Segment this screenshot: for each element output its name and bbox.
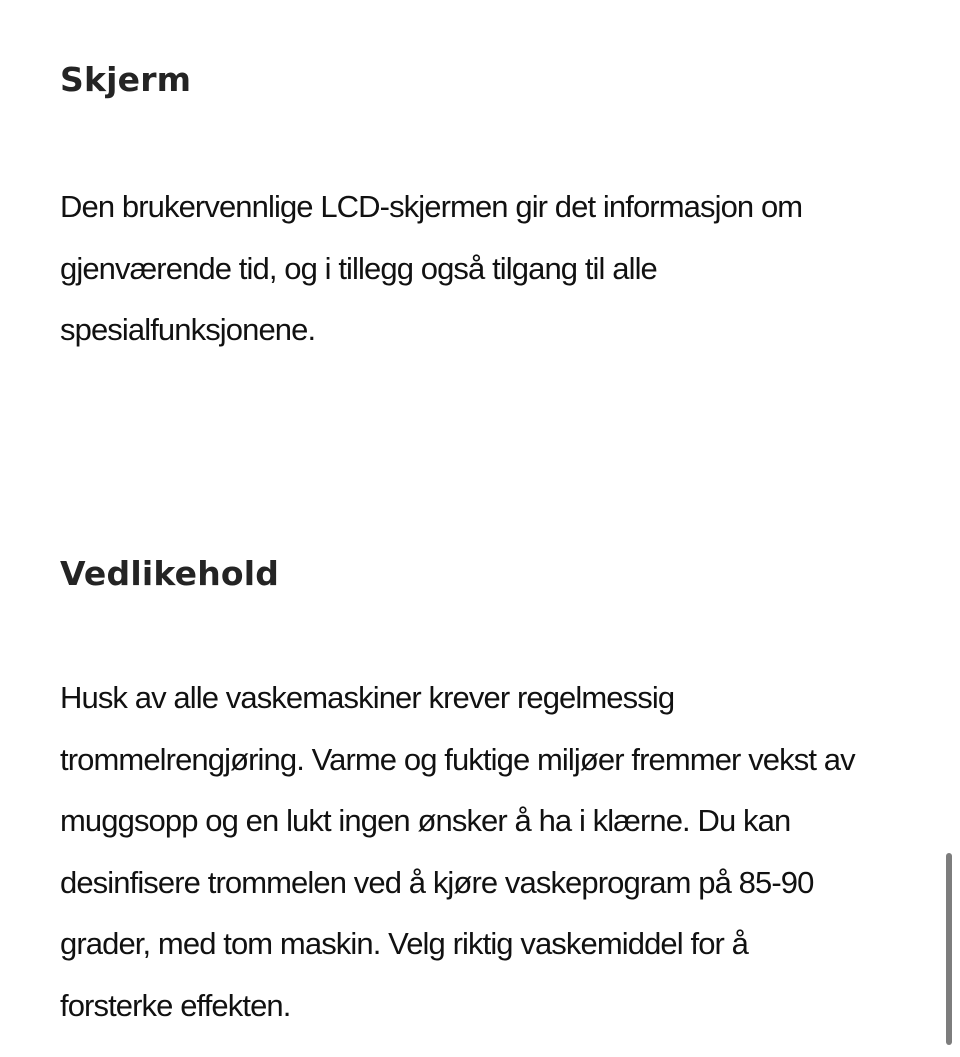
- paragraph-line: grader, med tom maskin. Velg riktig vaskemiddel for å: [60, 926, 749, 961]
- paragraph-line: Husk av alle vaskemaskiner krever regelmessig: [60, 680, 675, 715]
- paragraph-line: trommelrengjøring. Varme og fuktige miljøer fremmer vekst av: [60, 741, 855, 777]
- section-heading-vedlikehold: Vedlikehold: [60, 554, 280, 593]
- paragraph-line: desinfisere trommelen ved å kjøre vaskeprogram på 85-90: [60, 864, 814, 900]
- paragraph-line: muggsopp og en lukt ingen ønsker å ha i klærne. Du kan: [60, 803, 791, 838]
- paragraph-line: Den brukervennlige LCD-skjermen gir det informasjon om: [60, 189, 803, 224]
- paragraph-line: forsterke effekten.: [60, 987, 291, 1023]
- vertical-scrollbar-thumb[interactable]: [946, 853, 952, 1045]
- section-body-vedlikehold: [60, 667, 910, 1036]
- paragraph-line: gjenværende tid, og i tillegg også tilgang til alle: [60, 250, 657, 286]
- section-heading-skjerm: Skjerm: [60, 60, 192, 99]
- paragraph-line: spesialfunksjonene.: [60, 312, 316, 347]
- section-body-skjerm: [60, 176, 910, 361]
